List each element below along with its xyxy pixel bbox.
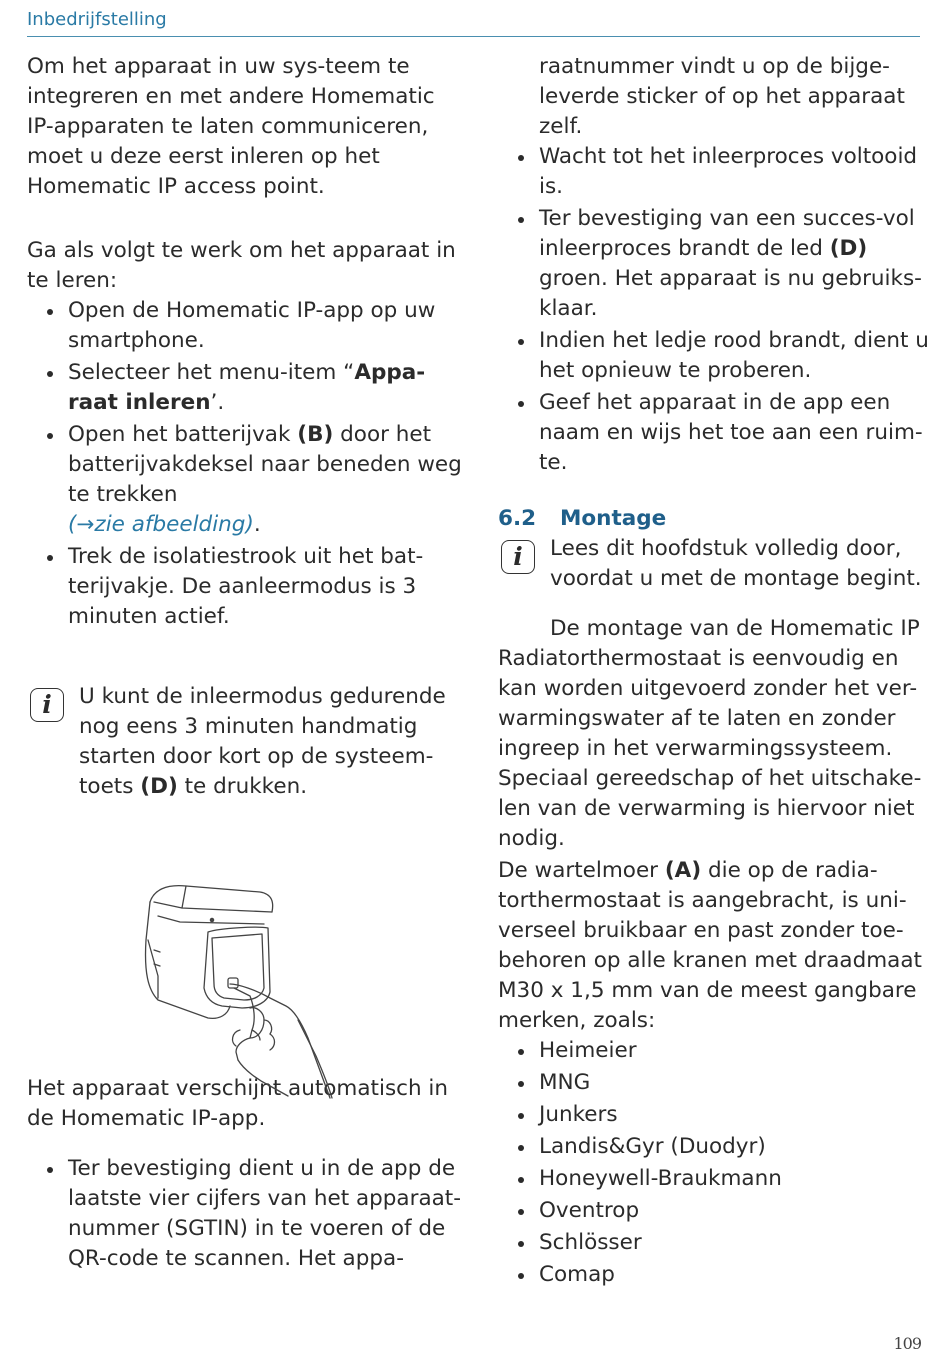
continued-text: raatnummer vindt u op de bijge-leverde sticker of op het apparaat zelf. — [539, 54, 905, 139]
list-item: MNG — [498, 1068, 930, 1098]
list-item: Oventrop — [498, 1196, 930, 1226]
paragraph-text: die op de radia-torthermostaat is aangebracht, is uni-verseel bruikbaar en past zonder toe-behoren op alle kranen met draadmaat M30 x 1,5 mm van de meest gangbare merken, zoals: — [498, 858, 922, 1033]
list-item-text: Wacht tot het inleerproces voltooid is. — [539, 144, 918, 199]
list-item-text: Open de Homematic IP-app op uw smartphone. — [68, 298, 436, 353]
process-list — [498, 142, 930, 478]
list-item-text: Indien het ledje rood brandt, dient u het opnieuw te proberen. — [539, 328, 929, 383]
list-item — [498, 204, 930, 324]
info-note — [498, 534, 930, 594]
steps-intro: Ga als volgt te werk om het apparaat in te leren: — [27, 238, 456, 293]
section-number: 6.2 — [498, 506, 537, 531]
list-item — [27, 358, 467, 418]
list-item-text: door het batterijvakdeksel naar beneden weg te trekken — [68, 422, 462, 507]
list-item: Honeywell-Braukmann — [498, 1164, 930, 1194]
confirm-list — [27, 1154, 467, 1274]
list-item — [27, 420, 467, 540]
montage-paragraph: De montage van de Homematic IP Radiatorthermostaat is eenvoudig en kan worden uitgevoerd zonder het ver-warmingswater af te laten en zonder ingreep in het verwarmingssysteem. Speciaal gereedschap of het uitschake-len van de verwarming is hiervoor niet nodig. — [498, 616, 922, 851]
list-item: Landis&Gyr (Duodyr) — [498, 1132, 930, 1162]
list-item-text: ’. — [210, 390, 225, 415]
label-ref: (B) — [297, 422, 334, 447]
list-item — [27, 542, 467, 632]
list-item: Comap — [498, 1260, 930, 1290]
list-item — [27, 1154, 467, 1274]
menu-item-name: Appa-raat inleren — [68, 360, 426, 415]
list-item — [498, 388, 930, 478]
list-item: Schlösser — [498, 1228, 930, 1258]
list-item: Heimeier — [498, 1036, 930, 1066]
paragraph-text: De wartelmoer — [498, 858, 665, 883]
label-ref: (D) — [140, 774, 178, 799]
list-item-text: . — [253, 512, 261, 537]
list-item — [498, 142, 930, 202]
info-text: Lees dit hoofdstuk volledig door, voordat u met de montage begint. — [550, 536, 922, 591]
intro-paragraph: Om het apparaat in uw sys-teem te integreren en met andere Homematic IP-apparaten te laten communiceren, moet u deze eerst inleren op het Homematic IP access point. — [27, 54, 435, 199]
label-ref: (D) — [829, 236, 868, 261]
label-ref: (A) — [664, 858, 702, 883]
list-item-text: Ter bevestiging dient u in de app de laatste vier cijfers van het apparaat-nummer (SGTIN) in te voeren of de QR-code te scannen. Het appa- — [68, 1156, 461, 1271]
list-item-text: Selecteer het menu-item “ — [68, 360, 355, 385]
section-heading — [498, 504, 930, 534]
section-title: Montage — [560, 506, 667, 531]
list-item-text: groen. Het apparaat is nu gebruiks-klaar. — [539, 266, 922, 321]
thermostat-illustration — [138, 880, 348, 1105]
after-image-paragraph: Het apparaat verschijnt automatisch in de Homematic IP-app. — [27, 1076, 449, 1131]
right-column — [498, 52, 930, 1292]
info-text: te drukken. — [177, 774, 308, 799]
info-note — [27, 682, 467, 802]
list-item-text: Geef het apparaat in de app een naam en wijs het toe aan een ruim-te. — [539, 390, 923, 475]
list-item: Junkers — [498, 1100, 930, 1130]
info-icon: i — [30, 688, 64, 722]
list-item-text: Trek de isolatiestrook uit het bat-terijvakje. De aanleermodus is 3 minuten actief. — [68, 544, 424, 629]
info-icon: i — [501, 540, 535, 574]
list-item — [498, 326, 930, 386]
header-title: Inbedrijfstelling — [27, 9, 167, 30]
page-header — [27, 9, 920, 37]
figure-link[interactable]: (→zie afbeelding) — [68, 512, 254, 537]
list-item-text: Ter bevestiging van een succes-vol inleerproces brandt de led — [539, 206, 915, 261]
list-item-text: Open het batterijvak — [68, 422, 298, 447]
info-text: U kunt de inleermodus gedurende nog eens 3 minuten handmatig starten door kort op de systeem-toets — [79, 684, 446, 799]
brand-list — [498, 1036, 930, 1290]
steps-list — [27, 296, 467, 632]
nut-paragraph — [498, 856, 930, 1036]
page-number: 109 — [893, 1334, 921, 1353]
list-item — [27, 296, 467, 356]
